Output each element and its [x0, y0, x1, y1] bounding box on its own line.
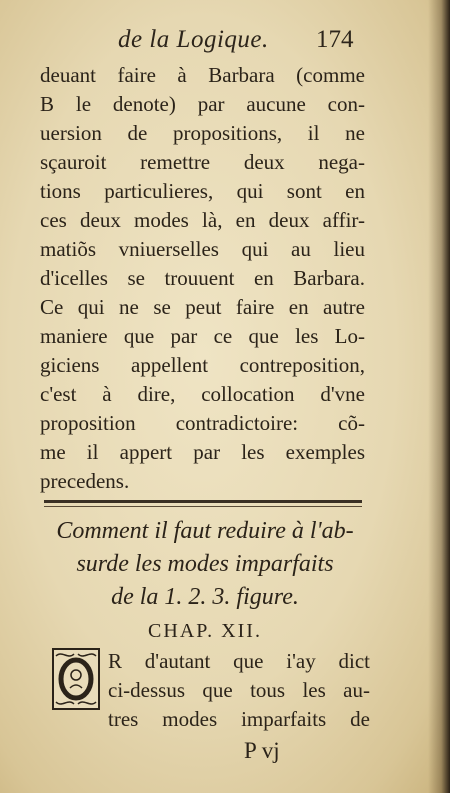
body-line: me il appert par les exemples: [40, 440, 365, 464]
body-line: tions particulieres, qui sont en: [40, 179, 365, 203]
ornamental-initial-icon: [52, 648, 100, 710]
body-line: matiõs vniuerselles qui au lieu: [40, 237, 365, 261]
body-line: d'icelles se trouuent en Barbara.: [40, 266, 365, 290]
body-line: sçauroit remettre deux nega-: [40, 150, 365, 174]
body-line: c'est à dire, collocation d'vne: [40, 382, 365, 406]
page-number: 174: [316, 26, 354, 53]
chapter-title-line: surde les modes imparfaits: [76, 551, 334, 577]
body-line: proposition contradictoire: cõ-: [40, 411, 365, 435]
chapter-text-line: R d'autant que i'ay dict: [108, 649, 370, 673]
body-line: Ce qui ne se peut faire en autre: [40, 295, 365, 319]
body-line: ces deux modes là, en deux affir-: [40, 208, 365, 232]
chapter-text-line: tres modes imparfaits de: [108, 707, 370, 731]
chapter-title-line: de la 1. 2. 3. figure.: [111, 584, 299, 610]
body-line: uersion de propositions, il ne: [40, 121, 365, 145]
chapter-title-line: Comment il faut reduire à l'ab-: [56, 518, 354, 544]
signature-mark: P vj: [244, 738, 280, 763]
body-line: deuant faire à Barbara (comme: [40, 63, 365, 87]
body-line: precedens.: [40, 469, 130, 493]
body-line: maniere que par ce que les Lo-: [40, 324, 365, 348]
body-line: B le denote) par aucune con-: [40, 92, 365, 116]
section-rule: [44, 500, 362, 503]
section-rule-thin: [44, 506, 362, 507]
chapter-text-line: ci-dessus que tous les au-: [108, 678, 370, 702]
chapter-label: CHAP. XII.: [148, 620, 262, 642]
page-gutter-shadow: [428, 0, 450, 793]
running-title: de la Logique.: [118, 26, 269, 53]
body-line: giciens appellent contreposition,: [40, 353, 365, 377]
